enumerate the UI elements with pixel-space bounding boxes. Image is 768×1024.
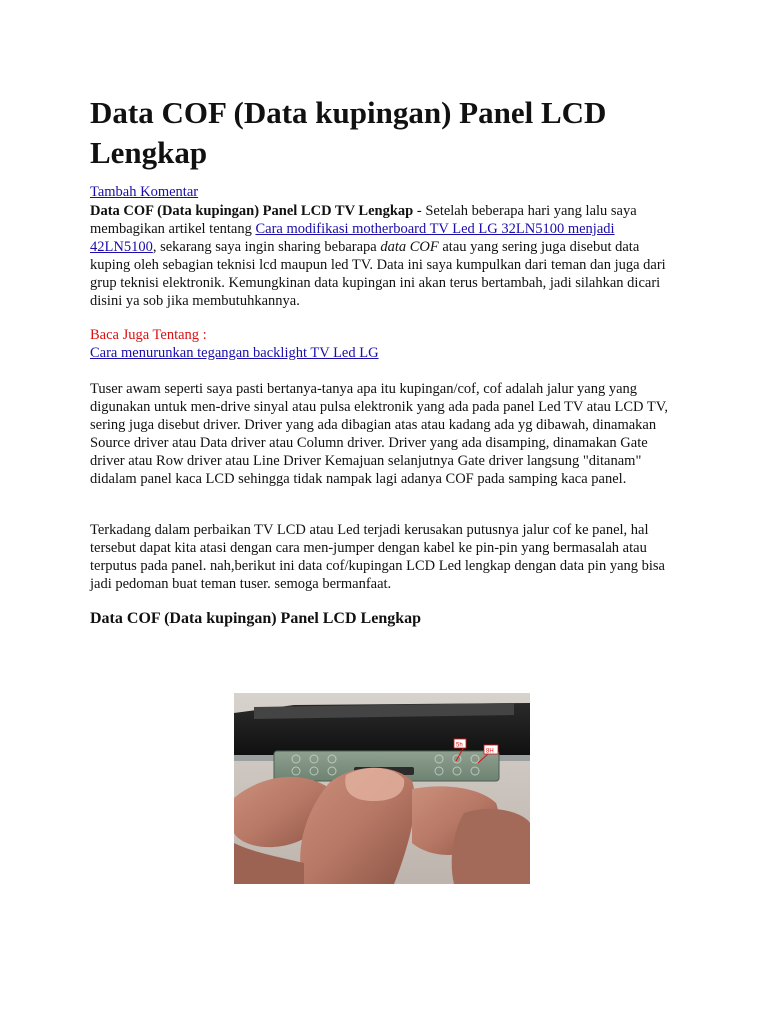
related-article-link[interactable]: Cara modifikasi motherboard TV Led LG 32LN5100 menjadi 42LN5100 <box>90 221 615 255</box>
section-subheading: Data COF (Data kupingan) Panel LCD Lengkap <box>90 610 422 627</box>
cof-photo <box>234 693 530 884</box>
read-also-label: Baca Juga Tentang : <box>90 327 207 343</box>
photo-label-2: 8H <box>486 748 494 755</box>
paragraph-what-is-cof: Tuser awam seperti saya pasti bertanya-tanya apa itu kupingan/cof, cof adalah jalur yang yang digunakan untuk men-drive sinyal atau pulsa elektronik yang ada pada panel Led TV atau LCD TV, sering juga disebut driver. Driver yang ada dibagian atas atau kadang ada yg dibawah, dinamakan Source driver atau Data driver atau Column driver. Driver yang ada disamping, dinamakan Gate driver atau Row driver atau Line Driver Kemajuan selanjutnya Gate driver langsung "ditanam" didalam panel kaca LCD sehingga tidak nampak lagi adanya COF pada samping kaca panel. <box>90 381 668 487</box>
paragraph-repair: Terkadang dalam perbaikan TV LCD atau Led terjadi kerusakan putusnya jalur cof ke panel, hal tersebut dapat kita atasi dengan cara men-jumper dengan kabel ke pin-pin yang bermasalah atau terputus pada panel. nah,berikut ini data cof/kupingan LCD Led lengkap dengan data pin yang bisa jadi pedoman buat teman tuser. semoga bermanfaat. <box>90 522 665 592</box>
intro-italic: data COF <box>380 239 439 255</box>
intro-bold-lead: Data COF (Data kupingan) Panel LCD TV Lengkap <box>90 203 414 219</box>
add-comment-link[interactable]: Tambah Komentar <box>90 184 199 200</box>
page-title: Data COF (Data kupingan) Panel LCD Lengkap <box>90 95 607 170</box>
intro-paragraph <box>90 202 675 310</box>
read-also-link[interactable]: Cara menurunkan tegangan backlight TV Led LG <box>90 345 379 361</box>
photo-label-1: 5h <box>456 742 463 749</box>
intro-text-2: , sekarang saya ingin sharing bebarapa <box>152 239 381 255</box>
intro-text-1: - Setelah beberapa hari yang lalu saya membagikan artikel tentang <box>90 203 637 237</box>
intro-text-3: atau yang sering juga disebut data kuping oleh sebagian teknisi lcd maupun led TV. Data ini saya kumpulkan dari teman dan juga dari grup teknisi elektronik. Kemungkinan data kupingan ini akan terus bertambah, jadi silahkan dicari disini ya sob jika membutuhkannya. <box>90 239 666 309</box>
